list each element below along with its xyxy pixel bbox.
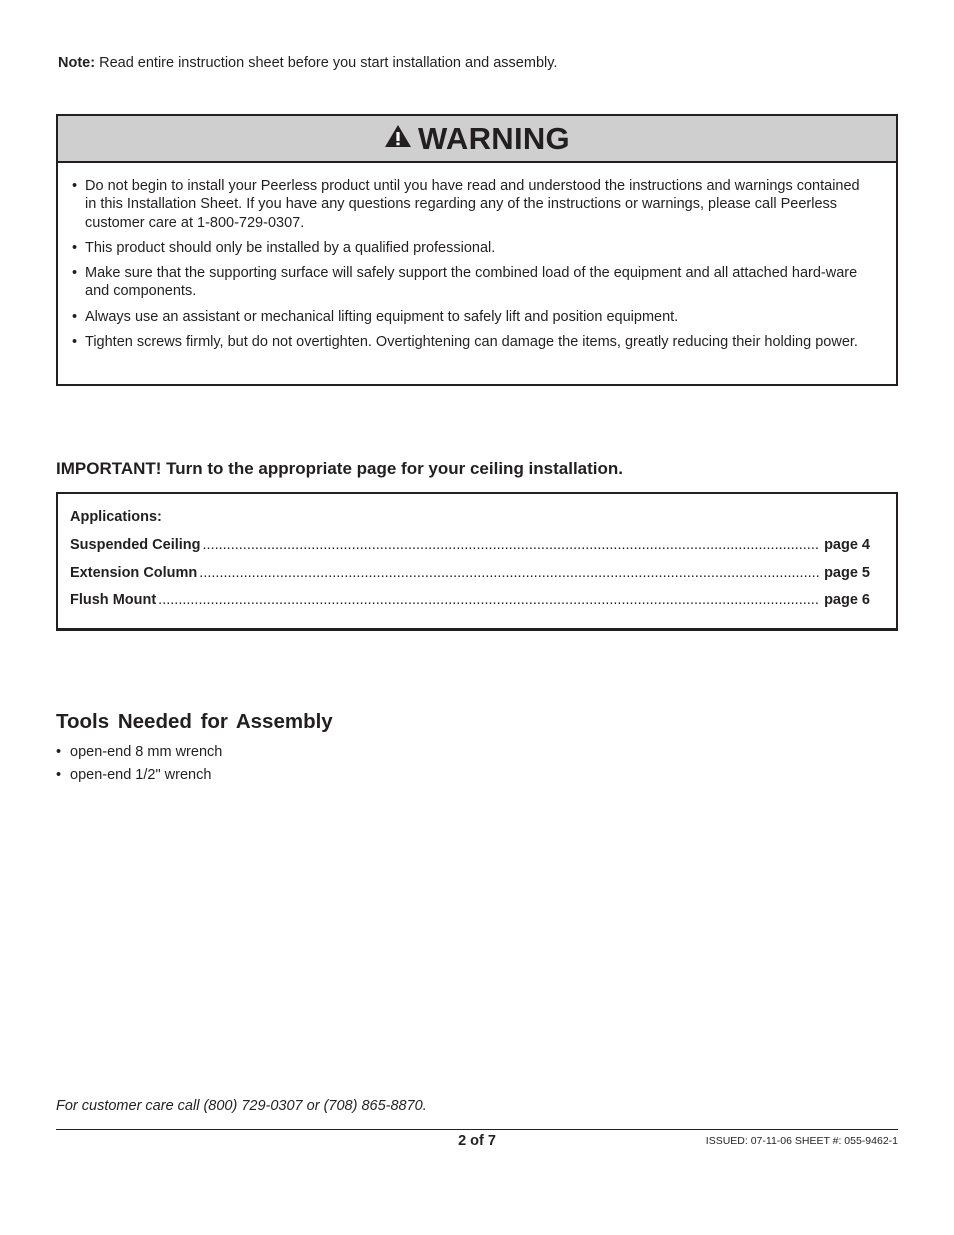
note-text: Read entire instruction sheet before you start installation and assembly. (95, 55, 558, 71)
warning-item: • This product should only be installed by a qualified professional. (72, 239, 496, 256)
tool-item: • open-end 8 mm wrench (56, 741, 222, 764)
application-page: page 4 (824, 537, 870, 553)
applications-box (56, 492, 898, 631)
bullet: • (72, 308, 78, 325)
application-label: Suspended Ceiling (70, 537, 201, 553)
bullet: • (56, 767, 62, 783)
application-row-suspended-ceiling (70, 537, 870, 553)
bullet: • (72, 239, 78, 256)
application-page: page 5 (824, 565, 870, 581)
page-number: 2 of 7 (458, 1133, 496, 1149)
dot-leader (199, 565, 820, 581)
warning-item: • Do not begin to install your Peerless product until you have read and understood the instructions and warnings contained in this Installation Sheet. If you have any questions regarding any of the instructions or warnings, please call Peerless customer care at 1-800-729-0307. (72, 178, 860, 231)
warning-item: • Always use an assistant or mechanical lifting equipment to safely lift and position equipment. (72, 308, 679, 325)
warning-box (56, 114, 898, 386)
applications-heading: Applications: (70, 509, 162, 525)
bullet: • (72, 265, 78, 282)
application-row-extension-column (70, 565, 870, 581)
bullet: • (56, 744, 62, 760)
tools-heading: Tools Needed for Assembly (56, 710, 333, 733)
dot-leader (203, 537, 821, 553)
tools-list (56, 741, 222, 787)
warning-triangle-icon (384, 124, 412, 153)
customer-care-text: For customer care call (800) 729-0307 or (708) 865-8870. (56, 1098, 427, 1114)
note (58, 55, 557, 71)
important-heading: IMPORTANT! Turn to the appropriate page for your ceiling installation. (56, 459, 624, 478)
application-page: page 6 (824, 592, 870, 608)
warning-list (58, 163, 896, 351)
tool-item: • open-end 1/2" wrench (56, 764, 222, 787)
warning-item: • Make sure that the supporting surface will safely support the combined load of the equipment and all attached hard-ware and components. (72, 265, 858, 300)
application-label: Extension Column (70, 565, 198, 581)
warning-title: WARNING (418, 120, 570, 156)
issued-sheet-info: ISSUED: 07-11-06 SHEET #: 055-9462-1 (705, 1135, 898, 1147)
warning-item: • Tighten screws firmly, but do not overtighten. Overtightening can damage the items, greatly reducing their holding power. (72, 334, 858, 351)
warning-header (58, 116, 896, 163)
application-label: Flush Mount (70, 592, 157, 608)
bullet: • (72, 334, 78, 351)
dot-leader (158, 592, 820, 608)
footer-divider (56, 1129, 898, 1130)
application-row-flush-mount (70, 592, 870, 608)
note-label: Note: (58, 55, 96, 71)
bullet: • (72, 178, 78, 194)
